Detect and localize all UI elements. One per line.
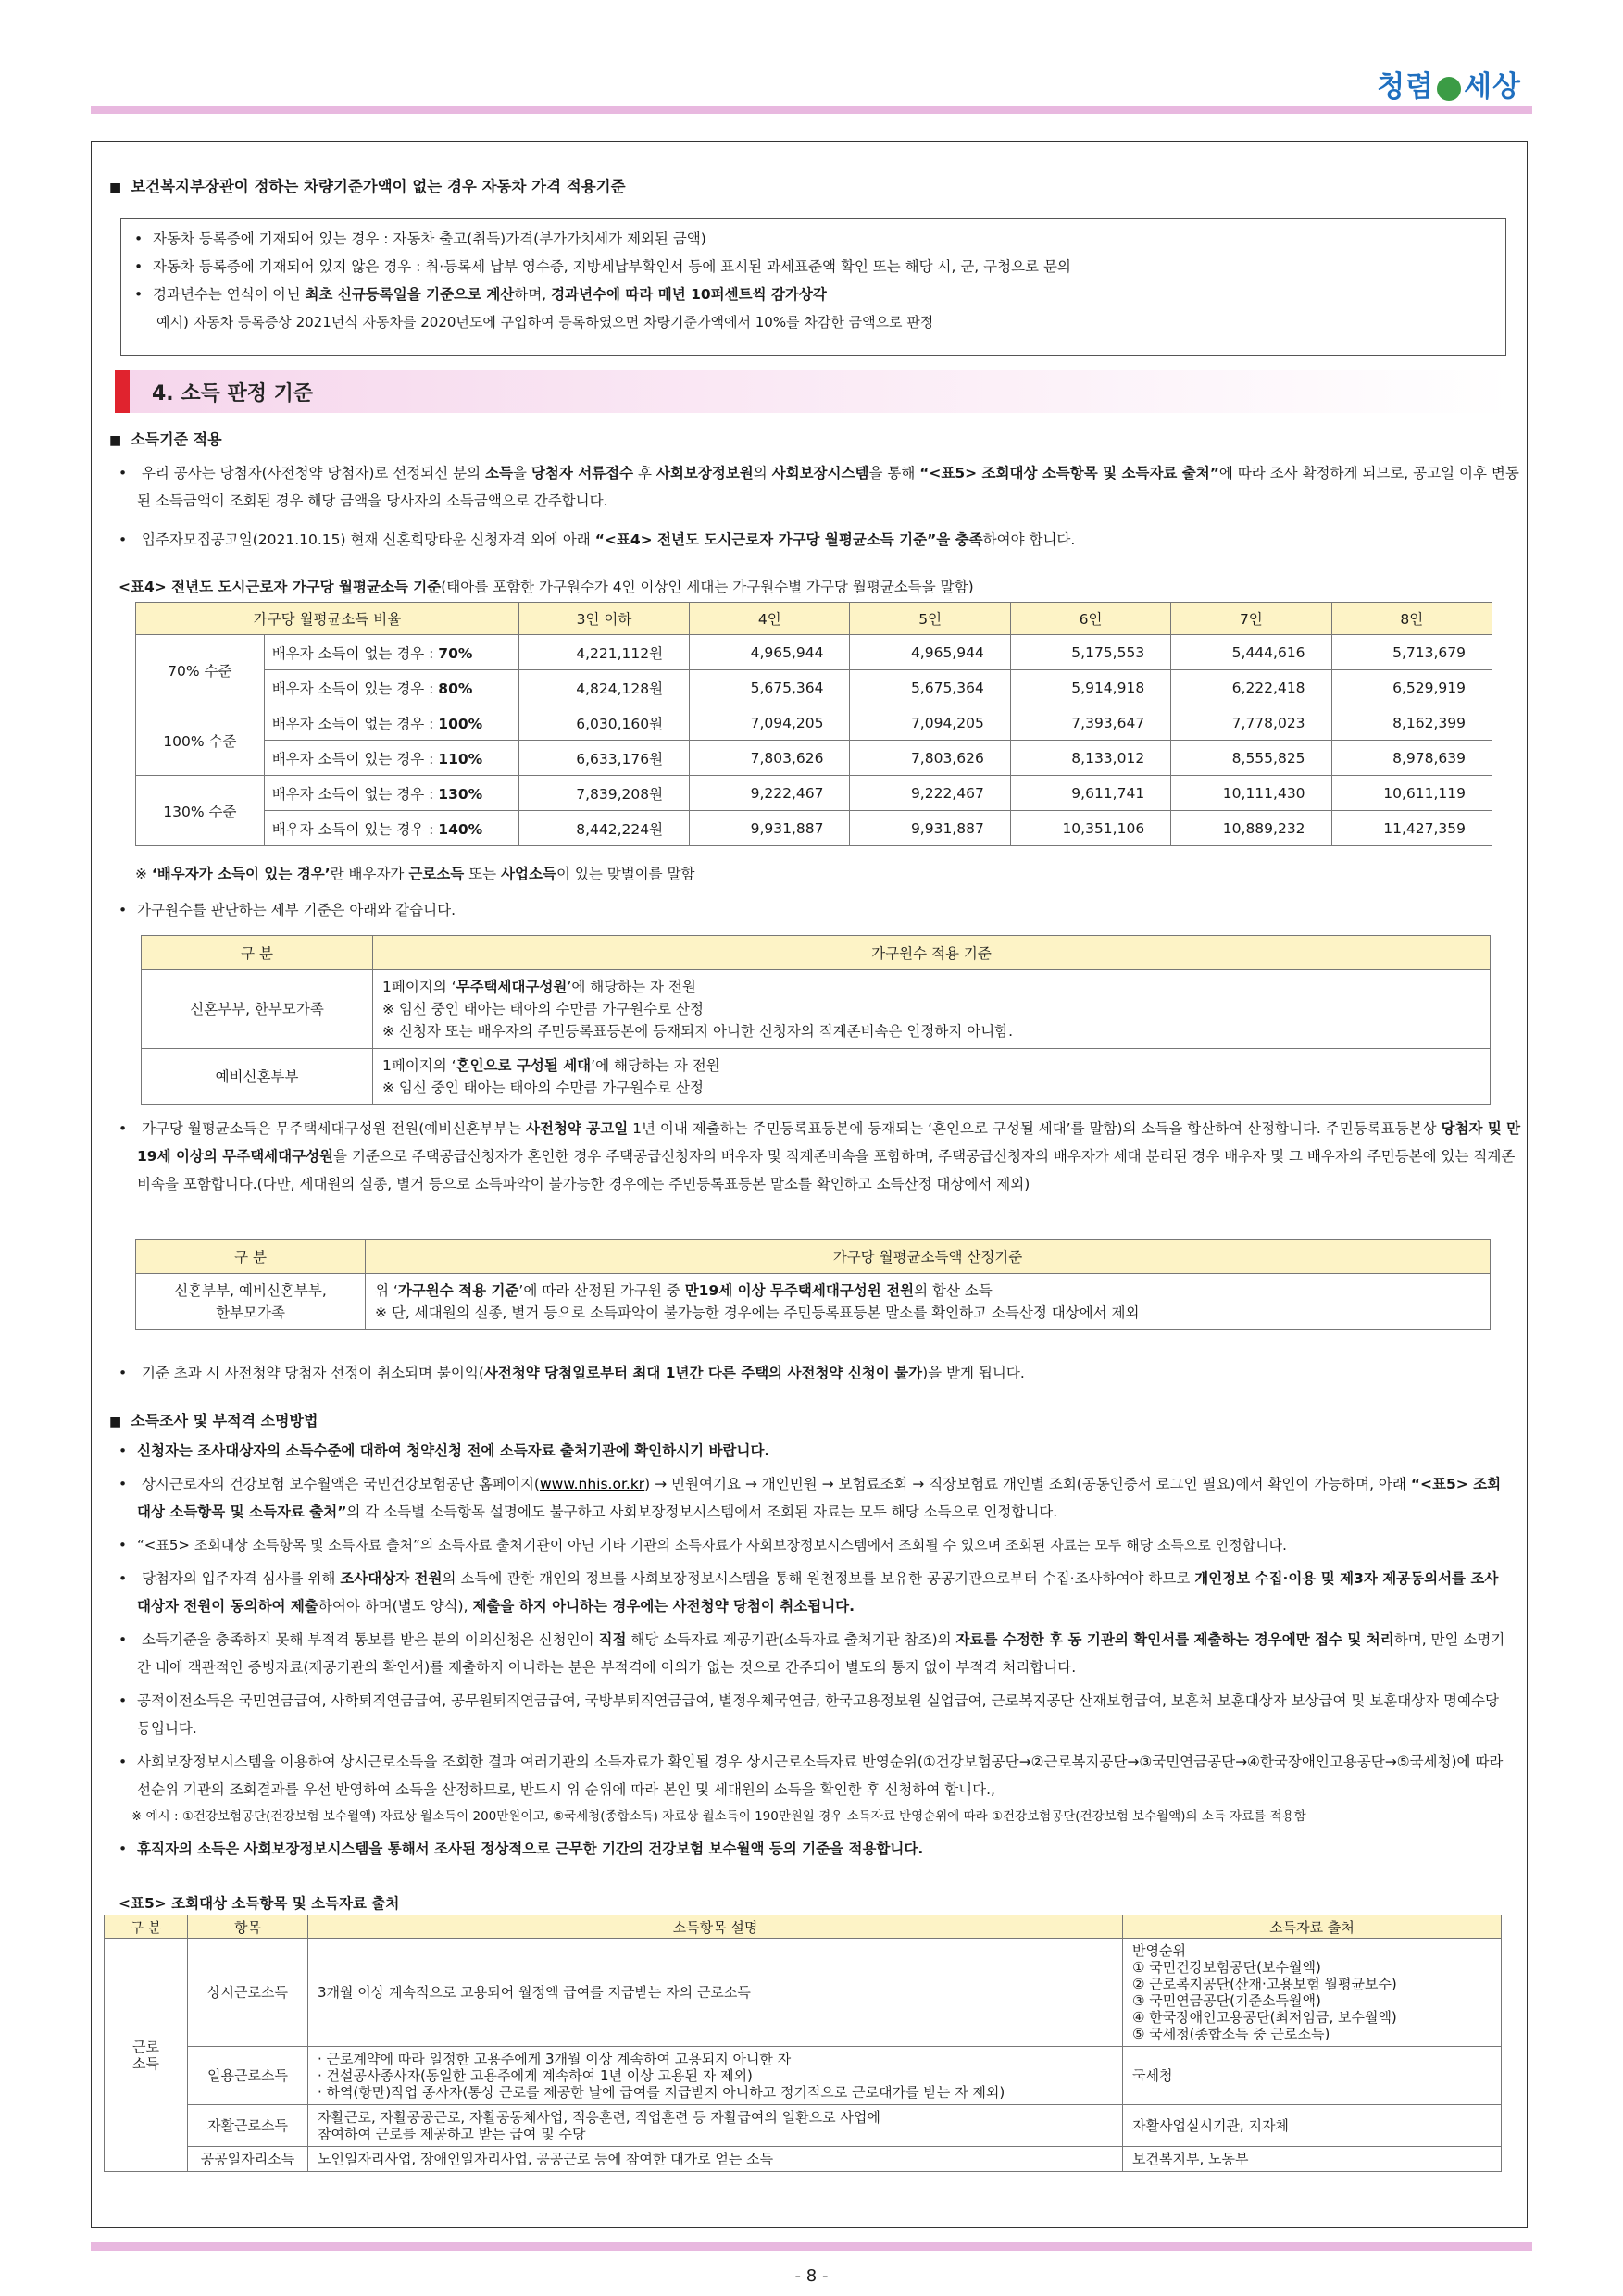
table5-caption: <표5> 조회대상 소득항목 및 소득자료 출처 <box>119 1895 400 1912</box>
item-cell: 자활근로소득 <box>188 2105 308 2147</box>
income-source-table <box>104 1915 1502 2172</box>
income-standard-subtitle: ■ 소득기준 적용 <box>109 428 222 449</box>
investigation-item: • 신청자는 조사대상자의 소득수준에 대하여 청약신청 전에 소득자료 출처기관에 확인하시기 바랍니다. <box>119 1437 1509 1465</box>
income-value-cell: 7,393,647 <box>1010 705 1170 741</box>
income-value-cell: 9,931,887 <box>690 811 850 846</box>
income-value-cell: 7,094,205 <box>850 705 1010 741</box>
income-value-cell: 9,222,467 <box>850 776 1010 811</box>
section-marker <box>115 370 130 413</box>
investigation-item: • “<표5> 조회대상 소득항목 및 소득자료 출처”의 소득자료 출처기관이 아닌 기타 기관의 소득자료가 사회보장정보시스템에서 조회될 수 있으며 조회된 자료는 모두 해당 소득으로 인정합니다. <box>119 1531 1509 1559</box>
income-value-cell: 7,094,205 <box>690 705 850 741</box>
income-value-cell: 5,713,679 <box>1331 635 1492 670</box>
investigation-item: • 당첨자의 입주자격 심사를 위해 조사대상자 전원의 소득에 관한 개인의 정보를 사회보장정보시스템을 통해 원천정보를 보유한 공공기관으로부터 수집·조사하여야 하므로 개인정보 수집·이용 및 제3자 제공동의서를 조사대상자 전원이 동의하여 제출하여야 하며(별도 양식), 제출을 하지 아니하는 경우에는 사전청약 당첨이 취소됩니다. <box>119 1565 1509 1620</box>
table-header-row: 구 분 항목 소득항목 설명 소득자료 출처 <box>105 1915 1502 1939</box>
income-value-cell: 5,914,918 <box>1010 670 1170 705</box>
table-row <box>105 2047 1502 2105</box>
table-row <box>136 670 1492 705</box>
income-value-cell: 7,803,626 <box>850 741 1010 776</box>
page-number: - 8 - <box>794 2266 829 2286</box>
table-row <box>136 635 1492 670</box>
investigation-item: • 휴직자의 소득은 사회보장정보시스템을 통해서 조사된 정상적으로 근무한 기간의 건강보험 보수월액 등의 기준을 적용합니다. <box>119 1835 1509 1863</box>
source-cell: 국세청 <box>1123 2047 1502 2105</box>
income-value-cell: 4,965,944 <box>690 635 850 670</box>
table-row <box>136 811 1492 846</box>
household-intro: • 가구원수를 판단하는 세부 기준은 아래와 같습니다. <box>119 896 1526 924</box>
disqualification-note: • 기준 초과 시 사전청약 당첨자 선정이 취소되며 불이익(사전청약 당첨일로부터 최대 1년간 다른 주택의 사전청약 신청이 불가)을 받게 됩니다. <box>119 1359 1526 1387</box>
income-value-cell: 8,133,012 <box>1010 741 1170 776</box>
condition-cell: 배우자 소득이 있는 경우 : 140% <box>264 811 518 846</box>
income-value-cell: 8,555,825 <box>1171 741 1331 776</box>
income-value-cell: 7,778,023 <box>1171 705 1331 741</box>
condition-cell: 배우자 소득이 없는 경우 : 130% <box>264 776 518 811</box>
avg-income-paragraph: • 가구당 월평균소득은 무주택세대구성원 전원(예비신혼부부는 사전청약 공고일 1년 이내 제출하는 주민등록표등본에 등재되는 ‘혼인으로 구성될 세대’를 말함)의 소득을 합산하여 산정합니다. 주민등록표등본상 당첨자 및 만19세 이상의 무주택세대구성원을 기준으로 주택공급신청자가 혼인한 경우 주택공급신청자의 배우자 및 직계존비속을 포함하며, 주택공급신청자의 배우자가 세대 분리된 경우 배우자 및 그 배우자의 주민등본에 있는 직계존비속을 포함합니다.(다만, 세대원의 실종, 별거 등으로 소득파악이 불가능한 경우에는 주민등록표등본 말소를 확인하고 소득산정 대상에서 제외) <box>119 1115 1526 1198</box>
investigation-item: • 상시근로자의 건강보험 보수월액은 국민건강보험공단 홈페이지(www.nhis.or.kr) → 민원여기요 → 개인민원 → 보험료조회 → 직장보험료 개인별 조회(공동인증서 로그인 필요)에서 확인이 가능하며, 아래 “<표5> 조회대상 소득항목 및 소득자료 출처”의 각 소득별 소득항목 설명에도 불구하고 사회보장정보시스템에서 조회된 자료는 모두 해당 소득으로 인정합니다. <box>119 1470 1509 1526</box>
vehicle-note-item: • 자동차 등록증에 기재되어 있지 않은 경우 : 취·등록세 납부 영수증, 지방세납부확인서 등에 표시된 과세표준액 확인 또는 해당 시, 군, 구청으로 문의 <box>134 253 1492 281</box>
header-divider <box>91 106 1532 114</box>
vehicle-note-example: 예시) 자동차 등록증상 2021년식 자동차를 2020년도에 구입하여 등록하였으면 차량기준가액에서 10%를 차감한 금액으로 판정 <box>156 314 934 331</box>
income-value-cell: 4,824,128원 <box>518 670 689 705</box>
vehicle-note-item: • 자동차 등록증에 기재되어 있는 경우 : 자동차 출고(취득)가격(부가가치세가 제외된 금액) <box>134 225 1492 253</box>
income-level-cell: 100% 수준 <box>136 705 265 776</box>
investigation-title: ■ 소득조사 및 부적격 소명방법 <box>109 1409 318 1430</box>
table-row <box>136 741 1492 776</box>
item-cell: 공공일자리소득 <box>188 2147 308 2172</box>
vehicle-note-box <box>120 218 1506 356</box>
table-row <box>105 2147 1502 2172</box>
income-value-cell: 10,611,119 <box>1331 776 1492 811</box>
income-value-cell: 10,889,232 <box>1171 811 1331 846</box>
footer-divider <box>91 2242 1532 2251</box>
table-header-row: 구 분 가구원수 적용 기준 <box>142 936 1491 970</box>
condition-cell: 배우자 소득이 없는 경우 : 100% <box>264 705 518 741</box>
vehicle-note-title: ■ 보건복지부장관이 정하는 차량기준가액이 없는 경우 자동차 가격 적용기준 <box>109 174 626 196</box>
income-standard-table <box>135 602 1492 846</box>
desc-cell: 노인일자리사업, 장애인일자리사업, 공공근로 등에 참여한 대가로 얻는 소득 <box>308 2147 1123 2172</box>
condition-cell: 배우자 소득이 있는 경우 : 110% <box>264 741 518 776</box>
investigation-list <box>119 1437 1509 1863</box>
table4-caption: <표4> 전년도 도시근로자 가구당 월평균소득 기준(태아를 포함한 가구원수가 4인 이상인 세대는 가구원수별 가구당 월평균소득을 말함) <box>119 579 974 595</box>
condition-cell: 배우자 소득이 없는 경우 : 70% <box>264 635 518 670</box>
source-cell: 보건복지부, 노동부 <box>1123 2147 1502 2172</box>
investigation-item: • 사회보장정보시스템을 이용하여 상시근로소득을 조회한 결과 여러기관의 소득자료가 확인될 경우 상시근로소득자료 반영순위(①건강보험공단→②근로복지공단→③국민연금공단→④한국장애인고용공단→⑤국세청)에 따라 선순위 기관의 조회결과를 우선 반영하여 소득을 산정하므로, 반드시 위 순위에 따라 본인 및 세대원의 소득을 확인한 후 신청하여 합니다., <box>119 1748 1509 1803</box>
income-value-cell: 6,633,176원 <box>518 741 689 776</box>
table-row: 신혼부부, 예비신혼부부, 한부모가족 위 ‘가구원수 적용 기준’에 따라 산정된 가구원 중 만19세 이상 무주택세대구성원 전원의 합산 소득 ※ 단, 세대원의 실종, 별거 등으로 소득파악이 불가능한 경우에는 주민등록표등본 말소를 확인하고 소득산정 대상에서 제외 <box>136 1274 1491 1330</box>
income-level-cell: 70% 수준 <box>136 635 265 705</box>
investigation-example: ※ 예시 : ①건강보험공단(건강보험 보수월액) 자료상 월소득이 200만원이고, ⑤국세청(종합소득) 자료상 월소득이 190만원일 경우 소득자료 반영순위에 따라 ①건강보험공단(건강보험 보수월액)의 소득 자료를 적용함 <box>131 1809 1306 1824</box>
income-value-cell: 4,221,112원 <box>518 635 689 670</box>
income-value-cell: 6,529,919 <box>1331 670 1492 705</box>
income-value-cell: 6,222,418 <box>1171 670 1331 705</box>
avg-income-criteria-table <box>135 1239 1491 1330</box>
table-row: 예비신혼부부 1페이지의 ‘혼인으로 구성될 세대’에 해당하는 자 전원 ※ 임신 중인 태아는 태아의 수만큼 가구원수로 산정 <box>142 1049 1491 1105</box>
income-standard-paragraph: • 우리 공사는 당첨자(사전청약 당첨자)로 선정되신 분의 소득을 당첨자 서류접수 후 사회보장정보원의 사회보장시스템을 통해 “<표5> 조회대상 소득항목 및 소득자료 출처”에 따라 조사 확정하게 되므로, 공고일 이후 변동된 소득금액이 조회된 경우 해당 금액을 당사자의 소득금액으로 간주합니다. <box>119 459 1526 515</box>
category-cell: 근로 소득 <box>105 1939 188 2172</box>
income-level-cell: 130% 수준 <box>136 776 265 846</box>
income-value-cell: 11,427,359 <box>1331 811 1492 846</box>
desc-cell: 자활근로, 자활공공근로, 자활공동체사업, 적응훈련, 직업훈련 등 자활급여의 일환으로 사업에 참여하여 근로를 제공하고 받는 급여 및 수당 <box>308 2105 1123 2147</box>
section-heading <box>115 370 1511 413</box>
table-header-row: 구 분 가구당 월평균소득액 산정기준 <box>136 1240 1491 1274</box>
income-value-cell: 9,611,741 <box>1010 776 1170 811</box>
income-value-cell: 9,931,887 <box>850 811 1010 846</box>
source-cell: 반영순위 ① 국민건강보험공단(보수월액) ② 근로복지공단(산재·고용보험 월평균보수) ③ 국민연금공단(기준소득월액) ④ 한국장애인고용공단(최저임금, 보수월액) ⑤ 국세청(종합소득 중 근로소득) <box>1123 1939 1502 2047</box>
logo-emblem-icon <box>1437 77 1461 101</box>
brand-logo: 청렴 세상 <box>1377 70 1521 104</box>
income-value-cell: 6,030,160원 <box>518 705 689 741</box>
item-cell: 상시근로소득 <box>188 1939 308 2047</box>
income-value-cell: 10,111,430 <box>1171 776 1331 811</box>
vehicle-note-item: • 경과년수는 연식이 아닌 최초 신규등록일을 기준으로 계산하며, 경과년수에 따라 매년 10퍼센트씩 감가상각 <box>134 281 1492 308</box>
income-value-cell: 4,965,944 <box>850 635 1010 670</box>
table4-note: ※ ‘배우자가 소득이 있는 경우’란 배우자가 근로소득 또는 사업소득이 있는 맞벌이를 말함 <box>135 866 695 882</box>
income-value-cell: 7,803,626 <box>690 741 850 776</box>
investigation-item: • 소득기준을 충족하지 못해 부적격 통보를 받은 분의 이의신청은 신청인이 직접 해당 소득자료 제공기관(소득자료 출처기관 참조)의 자료를 수정한 후 동 기관의 확인서를 제출하는 경우에만 접수 및 처리하며, 만일 소명기간 내에 객관적인 증빙자료(제공기관의 확인서)를 제출하지 아니하는 분은 부적격에 이의가 없는 것으로 간주되어 별도의 통지 없이 부적격 처리합니다. <box>119 1626 1509 1681</box>
income-value-cell: 8,162,399 <box>1331 705 1492 741</box>
investigation-item: • 공적이전소득은 국민연금급여, 사학퇴직연금급여, 공무원퇴직연금급여, 국방부퇴직연금급여, 별정우체국연금, 한국고용정보원 실업급여, 근로복지공단 산재보험급여, 보훈처 보훈대상자 보상급여 및 보훈대상자 명예수당 등입니다. <box>119 1687 1509 1742</box>
desc-cell: 3개월 이상 계속적으로 고용되어 월정액 급여를 지급받는 자의 근로소득 <box>308 1939 1123 2047</box>
income-value-cell: 5,175,553 <box>1010 635 1170 670</box>
household-criteria-table <box>141 935 1491 1105</box>
nhis-link[interactable]: www.nhis.or.kr <box>539 1476 645 1492</box>
income-value-cell: 5,444,616 <box>1171 635 1331 670</box>
table-row <box>105 2105 1502 2147</box>
table-row: 신혼부부, 한부모가족 1페이지의 ‘무주택세대구성원’에 해당하는 자 전원 ※ 임신 중인 태아는 태아의 수만큼 가구원수로 산정 ※ 신청자 또는 배우자의 주민등록표등본에 등재되지 아니한 신청자의 직계존비속은 인정하지 아니함. <box>142 970 1491 1049</box>
section-title: 4. 소득 판정 기준 <box>152 382 314 406</box>
income-value-cell: 10,351,106 <box>1010 811 1170 846</box>
table-row <box>136 776 1492 811</box>
income-value-cell: 8,442,224원 <box>518 811 689 846</box>
source-cell: 자활사업실시기관, 지자체 <box>1123 2105 1502 2147</box>
table-row <box>136 705 1492 741</box>
income-value-cell: 9,222,467 <box>690 776 850 811</box>
condition-cell: 배우자 소득이 있는 경우 : 80% <box>264 670 518 705</box>
desc-cell: · 근로계약에 따라 일정한 고용주에게 3개월 이상 계속하여 고용되지 아니한 자 · 건설공사종사자(동일한 고용주에게 계속하여 1년 이상 고용된 자 제외) · 하역(항만)작업 종사자(통상 근로를 제공한 날에 급여를 지급받지 아니하고 정기적으로 근로대가를 받는 자 제외) <box>308 2047 1123 2105</box>
table-header-row: 가구당 월평균소득 비율 3인 이하 4인 5인 6인 7인 8인 <box>136 603 1492 635</box>
income-value-cell: 5,675,364 <box>850 670 1010 705</box>
table-row <box>105 1939 1502 2047</box>
item-cell: 일용근로소득 <box>188 2047 308 2105</box>
income-value-cell: 8,978,639 <box>1331 741 1492 776</box>
income-value-cell: 7,839,208원 <box>518 776 689 811</box>
income-standard-paragraph: • 입주자모집공고일(2021.10.15) 현재 신혼희망타운 신청자격 외에 아래 “<표4> 전년도 도시근로자 가구당 월평균소득 기준”을 충족하여야 합니다. <box>119 526 1526 554</box>
income-value-cell: 5,675,364 <box>690 670 850 705</box>
